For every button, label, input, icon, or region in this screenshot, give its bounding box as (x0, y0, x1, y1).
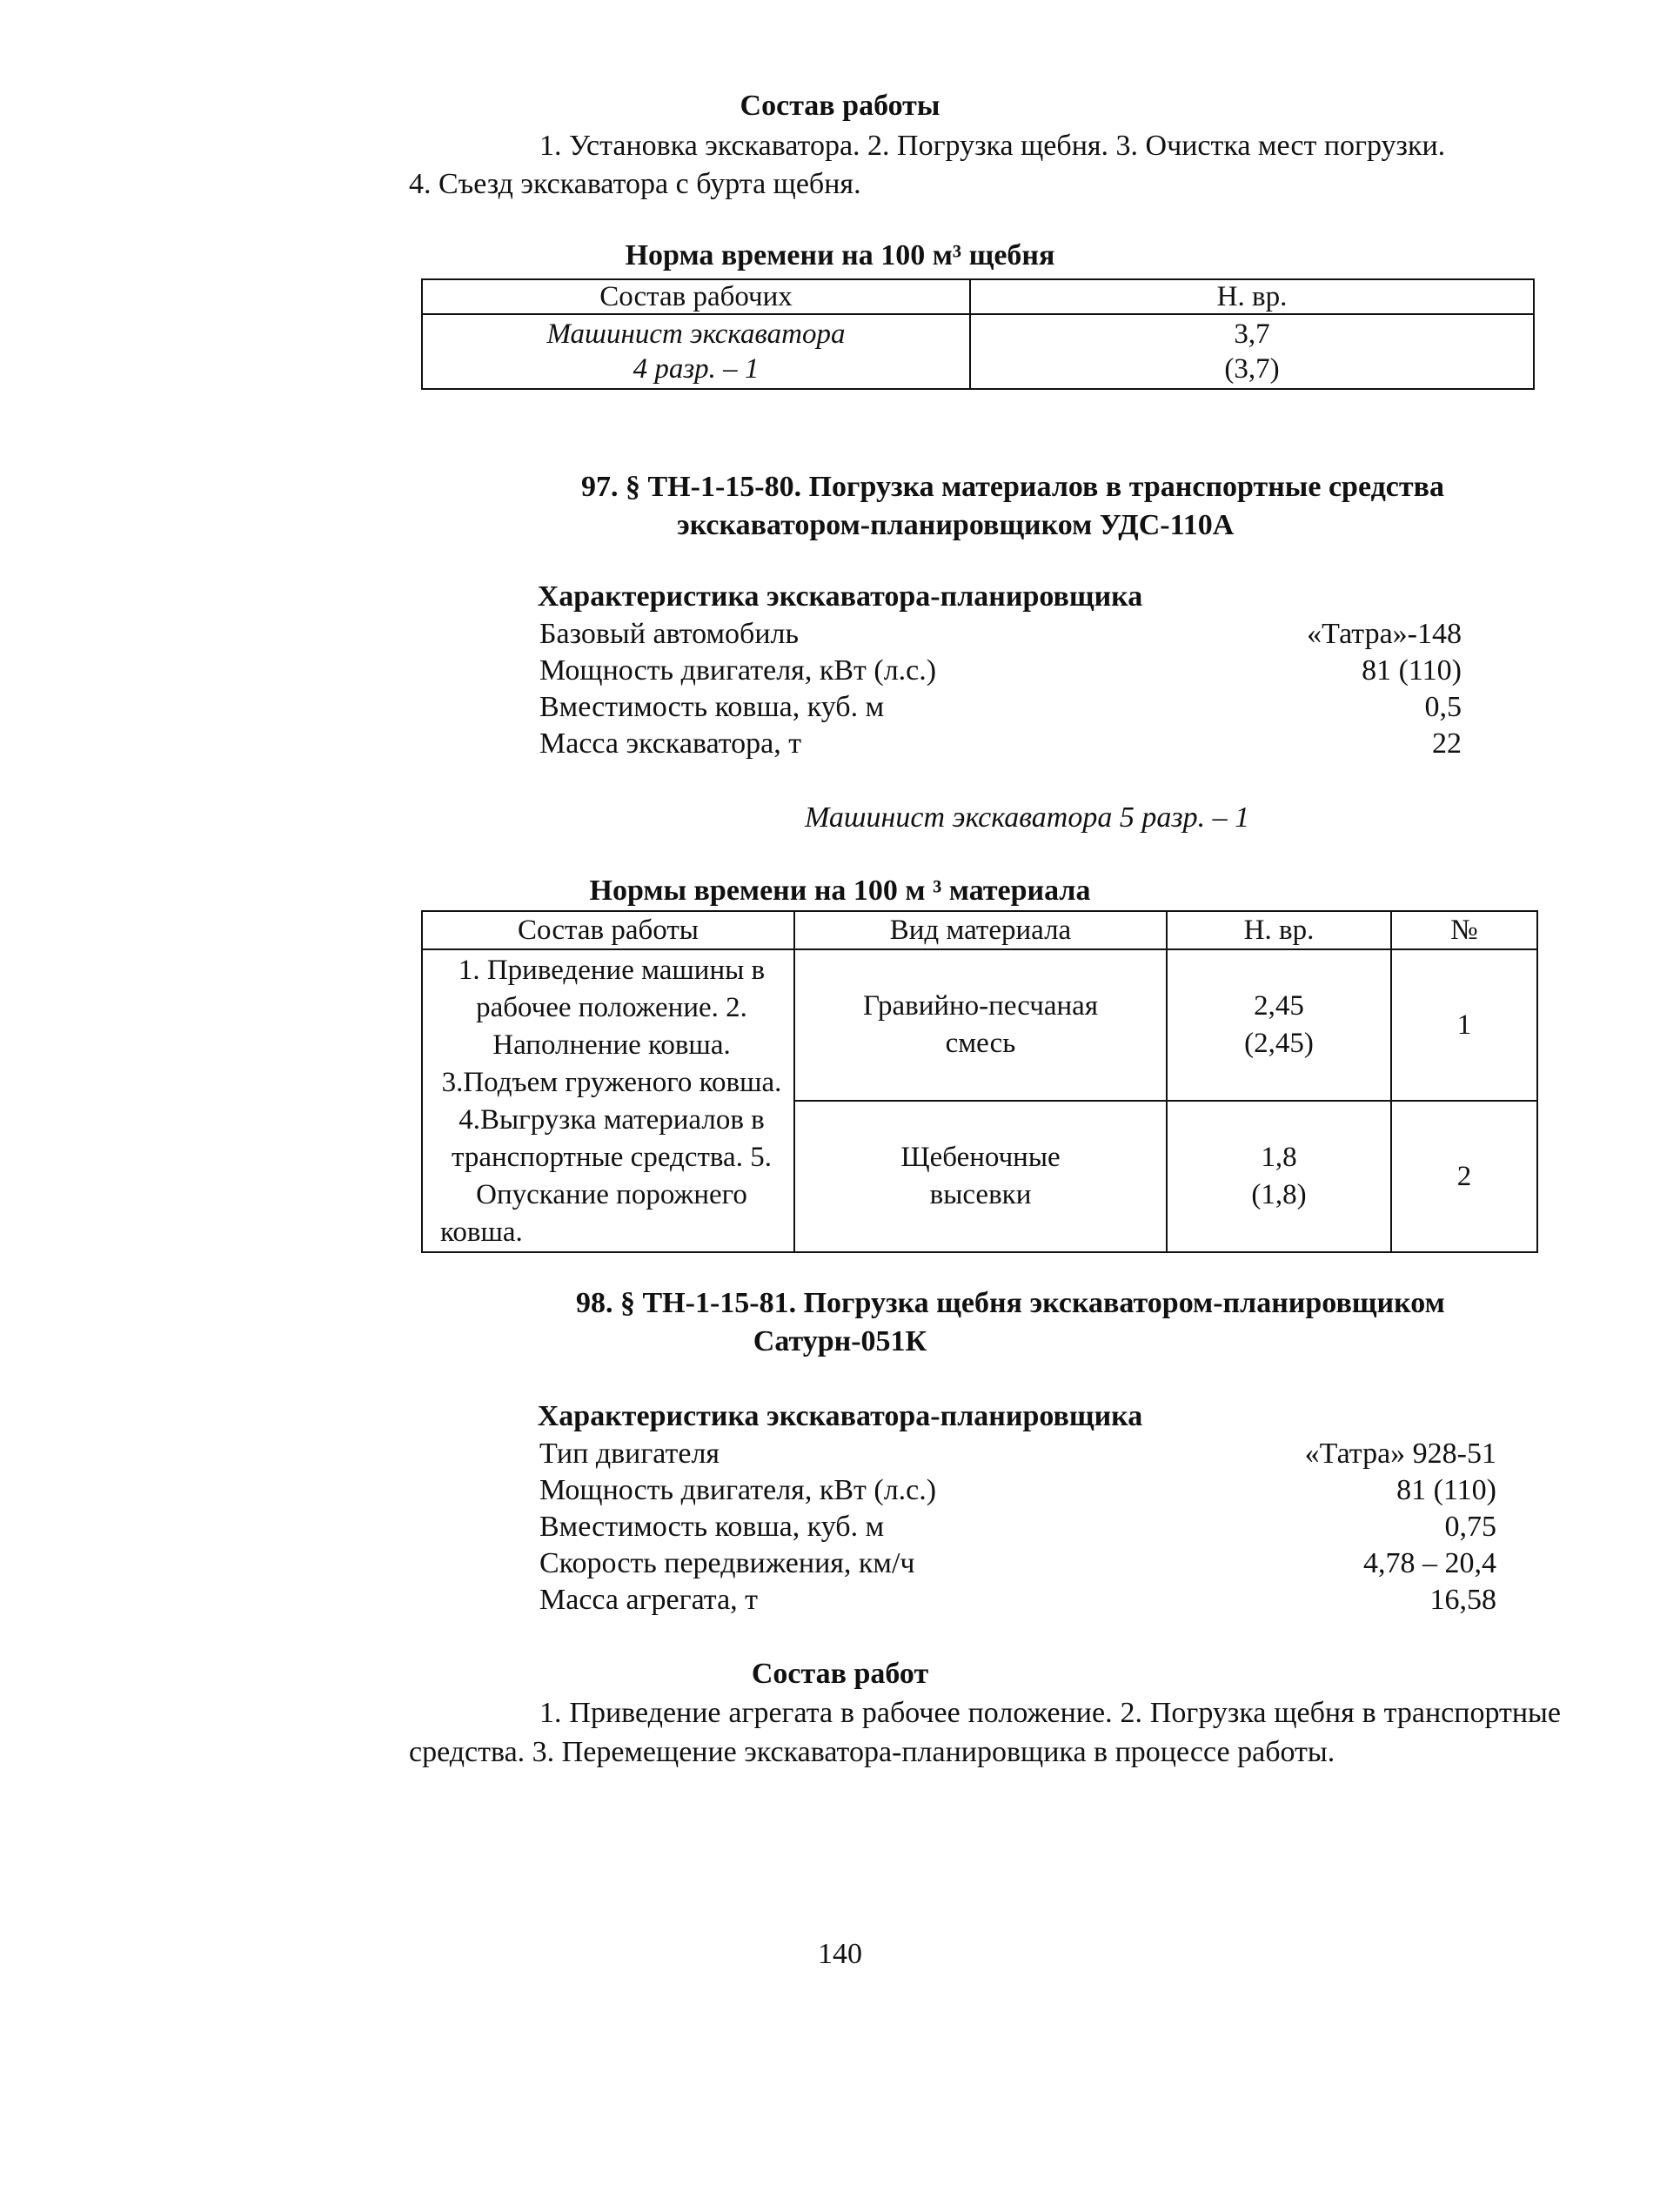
spec-row (539, 1472, 1496, 1509)
material-name-cont: смесь (945, 1028, 1016, 1059)
spec-label: Вместимость ковша, куб. м (539, 1511, 885, 1543)
spec-value: 16,58 (1429, 1584, 1496, 1616)
worker-cell (422, 314, 970, 389)
material-name: Щебеночные (900, 1142, 1061, 1173)
spec-label: Базовый автомобиль (539, 618, 799, 650)
col-header-work: Состав работы (422, 911, 794, 949)
spec-label: Масса агрегата, т (539, 1584, 759, 1616)
section-97-subtitle: экскаватором-планировщиком УДС-110А (677, 509, 1235, 541)
col-header-workers: Состав рабочих (422, 279, 970, 314)
material-cell (794, 949, 1167, 1101)
section-98-subtitle: Сатурн-051К (753, 1325, 927, 1357)
spec-label: Тип двигателя (539, 1438, 720, 1470)
col-header-material: Вид материала (794, 911, 1167, 949)
spec-row (539, 1545, 1496, 1582)
spec-value: «Татра»-148 (1307, 618, 1462, 650)
norm-table-97 (421, 910, 1538, 1253)
spec-value: «Татра» 928-51 (1304, 1438, 1496, 1470)
spec-value: 22 (1432, 727, 1462, 760)
section-98-spec-title: Характеристика экскаватора-планировщика (537, 1400, 1143, 1432)
section-97-title: 97. § ТН-1-15-80. Погрузка материалов в транспортные средства (581, 471, 1444, 503)
spec-value: 0,75 (1444, 1511, 1496, 1543)
norm-value-paren: (3,7) (1224, 353, 1280, 385)
work-description-cell: 1. Приведение машины в рабочее положение. 2. Наполнение ковша. 3.Подъем груженого ковша. 4.Выгрузка материалов в транспортные средства. 5. Опускание порожнего ковша. (422, 949, 794, 1252)
work-composition-line1: 1. Установка экскаватора. 2. Погрузка щебня. 3. Очистка мест погрузки. (539, 130, 1446, 162)
spec-label: Мощность двигателя, кВт (л.с.) (539, 654, 937, 687)
norm-table-title: Норма времени на 100 м³ щебня (625, 239, 1055, 271)
spec-row (539, 1509, 1496, 1545)
material-name-cont: высевки (929, 1179, 1032, 1210)
col-header-norm: Н. вр. (970, 279, 1534, 314)
work-composition-heading: Состав работы (740, 90, 940, 122)
section-97-spec-title: Характеристика экскаватора-планировщика (537, 580, 1143, 613)
row-number: 2 (1391, 1101, 1537, 1252)
section-98-work-heading: Состав работ (751, 1658, 929, 1690)
spec-row (539, 653, 1462, 689)
spec-row (539, 689, 1462, 726)
spec-value: 0,5 (1424, 691, 1462, 723)
spec-value: 81 (110) (1396, 1474, 1496, 1506)
norm-value-paren: (2,45) (1244, 1028, 1314, 1059)
spec-row (539, 616, 1462, 653)
spec-value: 4,78 – 20,4 (1363, 1547, 1496, 1579)
worker-grade: 4 разр. – 1 (633, 353, 760, 385)
norm-cell (970, 314, 1534, 389)
spec-label: Вместимость ковша, куб. м (539, 691, 885, 723)
row-number: 1 (1391, 949, 1537, 1101)
spec-label: Масса экскаватора, т (539, 727, 802, 760)
page-number: 140 (818, 1938, 862, 1970)
spec-row (539, 726, 1462, 762)
material-cell (794, 1101, 1167, 1252)
norm-value: 2,45 (1254, 990, 1304, 1022)
col-header-norm: Н. вр. (1167, 911, 1391, 949)
section-98-work-text: 1. Приведение агрегата в рабочее положение. 2. Погрузка щебня в транспортные средства. 3. Перемещение экскаватора-планировщика в процессе работы. (409, 1697, 1561, 1768)
crew-line: Машинист экскаватора 5 разр. – 1 (805, 801, 1250, 834)
col-header-number: № (1391, 911, 1537, 949)
norm-value: 3,7 (1234, 318, 1270, 350)
worker-title: Машинист экскаватора (546, 318, 846, 350)
spec-label: Мощность двигателя, кВт (л.с.) (539, 1474, 937, 1506)
spec-row (539, 1582, 1496, 1619)
work-composition-line2: 4. Съезд экскаватора с бурта щебня. (409, 168, 861, 200)
norm-cell (1167, 949, 1391, 1101)
spec-row (539, 1436, 1496, 1472)
norm-value-paren: (1,8) (1251, 1179, 1307, 1210)
norm-table-workers (421, 278, 1535, 390)
material-name: Гравийно-песчаная (862, 990, 1099, 1022)
spec-label: Скорость передвижения, км/ч (539, 1547, 915, 1579)
section-98-title: 98. § ТН-1-15-81. Погрузка щебня экскаватором-планировщиком (576, 1287, 1445, 1319)
norm-table-97-title: Нормы времени на 100 м ³ материала (589, 875, 1091, 907)
norm-cell (1167, 1101, 1391, 1252)
spec-value: 81 (110) (1362, 654, 1462, 687)
norm-value: 1,8 (1261, 1142, 1297, 1173)
